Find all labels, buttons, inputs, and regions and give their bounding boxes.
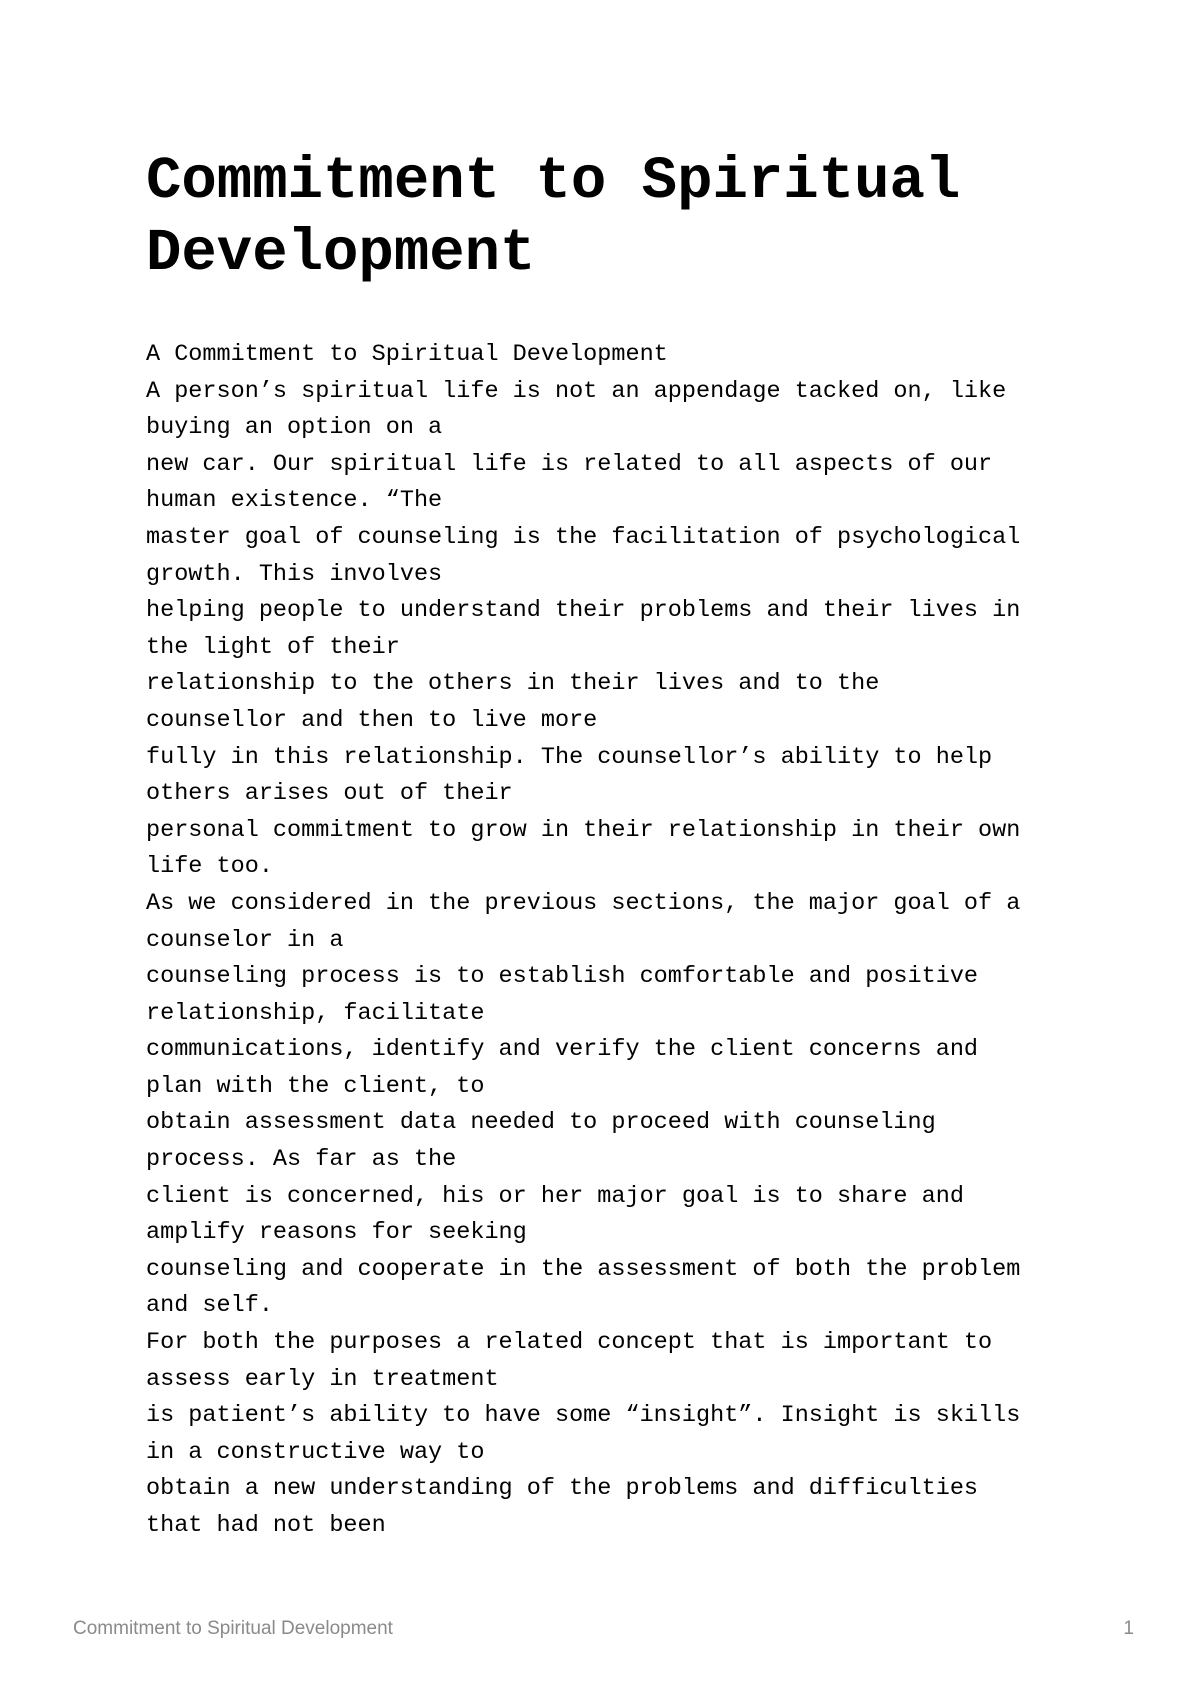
body-line: process. As far as the [146,1146,457,1174]
page-title: Commitment to Spiritual Development [146,148,961,287]
body-line: counseling and cooperate in the assessment of both the problem [146,1255,1021,1283]
body-line: buying an option on a [146,414,443,442]
body-line: For both the purposes a related concept that is important to [146,1329,993,1357]
body-line: relationship, facilitate [146,999,485,1027]
body-line: and self. [146,1292,273,1320]
footer-document-title: Commitment to Spiritual Development [73,1618,393,1639]
body-line: helping people to understand their problems and their lives in [146,597,1021,625]
body-line: plan with the client, to [146,1072,485,1100]
body-line: client is concerned, his or her major goal is to share and [146,1182,964,1210]
body-line: fully in this relationship. The counsellor’s ability to help [146,743,993,771]
body-line: the light of their [146,633,400,661]
document-body [146,337,1106,1545]
body-line: life too. [146,853,273,881]
body-line: others arises out of their [146,780,513,808]
body-line: relationship to the others in their lives and to the [146,670,880,698]
body-line: communications, identify and verify the client concerns and [146,1036,979,1064]
body-line: amplify reasons for seeking [146,1219,527,1247]
body-line: is patient’s ability to have some “insight”. Insight is skills [146,1402,1021,1430]
body-line: As we considered in the previous sections, the major goal of a [146,889,1021,917]
body-line: obtain assessment data needed to proceed with counseling [146,1109,936,1137]
body-line: counsellor and then to live more [146,706,598,734]
body-line: new car. Our spiritual life is related to all aspects of our [146,450,993,478]
body-line: assess early in treatment [146,1365,499,1393]
footer-page-number: 1 [1123,1618,1134,1639]
body-line: master goal of counseling is the facilitation of psychological [146,523,1021,551]
body-line: in a constructive way to [146,1438,485,1466]
body-line: growth. This involves [146,560,443,588]
body-line: counselor in a [146,926,344,954]
body-line: obtain a new understanding of the problems and difficulties [146,1475,979,1503]
body-line: A Commitment to Spiritual Development [146,341,668,368]
body-line: that had not been [146,1512,386,1539]
body-line: counseling process is to establish comfortable and positive [146,963,979,991]
body-line: personal commitment to grow in their relationship in their own [146,816,1021,844]
body-line: A person’s spiritual life is not an appendage tacked on, like [146,377,1007,405]
body-line: human existence. “The [146,487,443,515]
